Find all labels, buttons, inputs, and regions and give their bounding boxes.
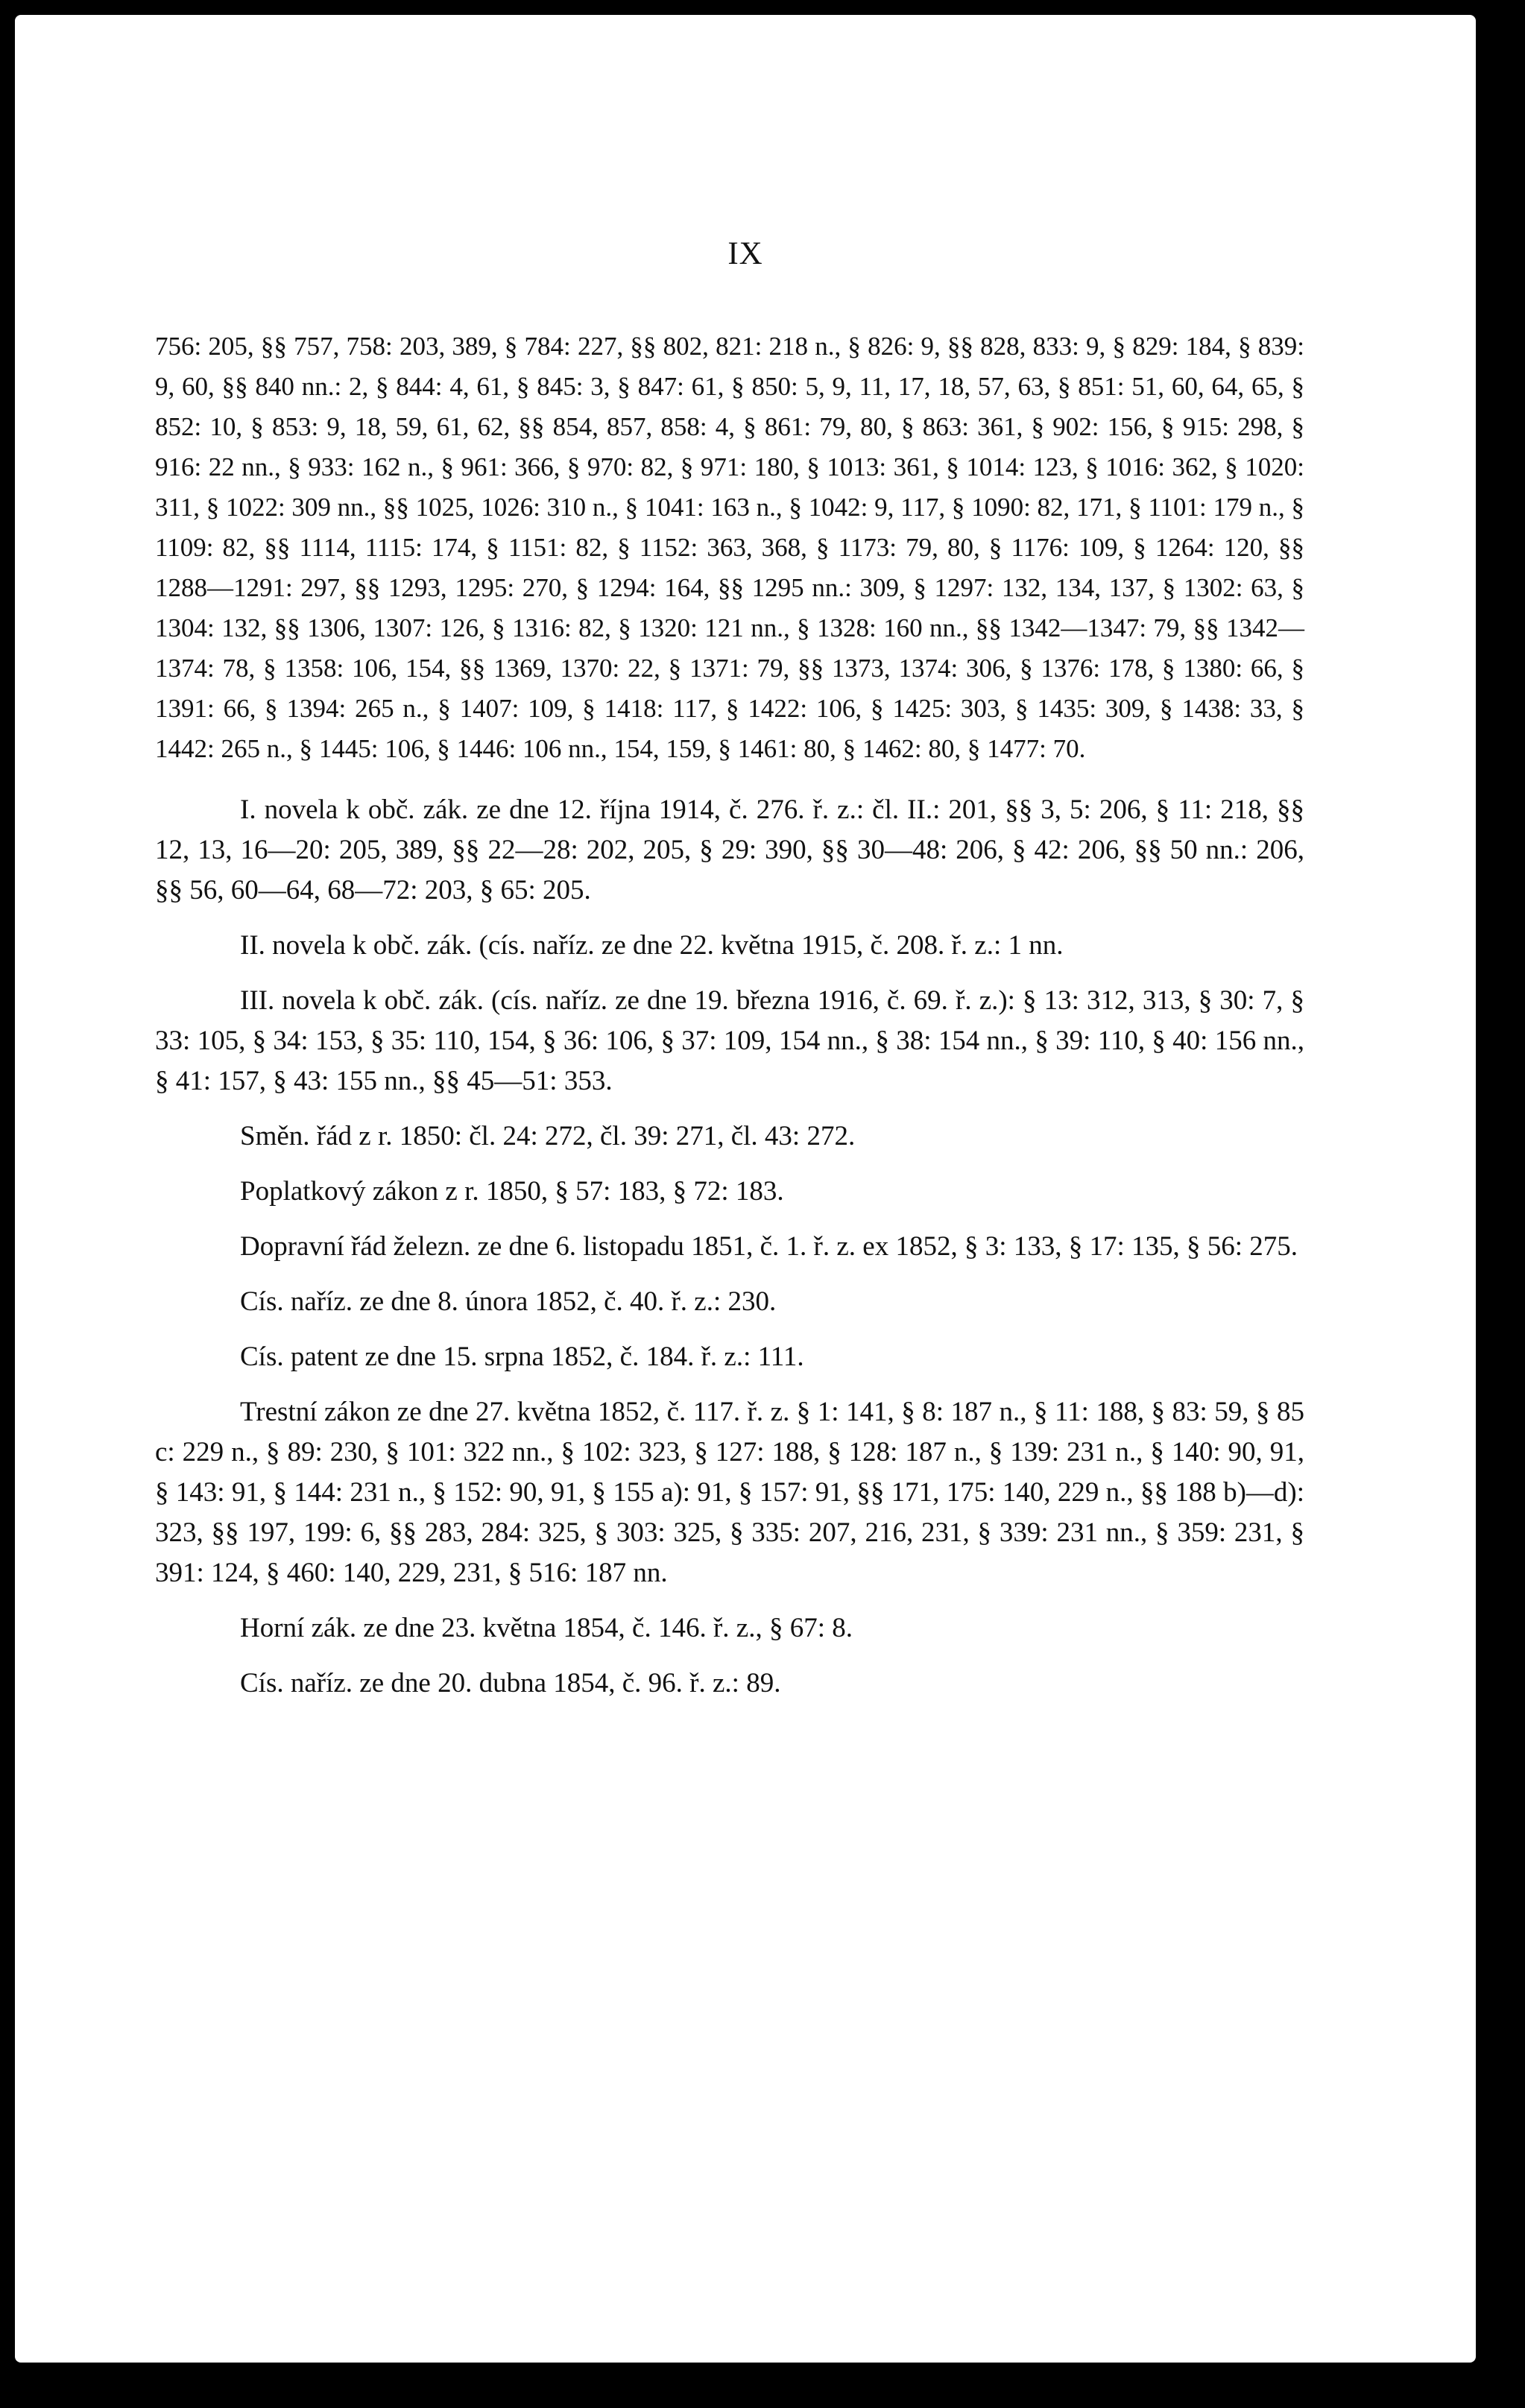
- index-paragraph: Cís. naříz. ze dne 8. února 1852, č. 40. ř. z.: 230.: [240, 1286, 777, 1317]
- index-paragraph: 756: 205, §§ 757, 758: 203, 389, § 784: 227, §§ 802, 821: 218 n., § 826: 9, §§ 828, 833: 9, § 829: 184, § 839: 9, 60, §§ 840 nn.: 2, § 844: 4, 61, § 845: 3, § 847: 61, § 850: 5, 9, 11, 17, 18, 57, 63, § 851: 51, 60, 64, 65, § 852: 10, § 853: 9, 18, 59, 61, 62, §§ 854, 857, 858: 4, § 861: 79, 80, § 863: 361, § 902: 156, § 915: 298, § 916: 22 nn., § 933: 162 n., § 961: 366, § 970: 82, § 971: 180, § 1013: 361, § 1014: 123, § 1016: 362, § 1020: 311, § 1022: 309 nn., §§ 1025, 1026: 310 n., § 1041: 163 n., § 1042: 9, 117, § 1090: 82, 171, § 1101: 179 n., § 1109: 82, §§ 1114, 1115: 174, § 1151: 82, § 1152: 363, 368, § 1173: 79, 80, § 1176: 109, § 1264: 120, §§ 1288—1291: 297, §§ 1293, 1295: 270, § 1294: 164, §§ 1295 nn.: 309, § 1297: 132, 134, 137, § 1302: 63, § 1304: 132, §§ 1306, 1307: 126, § 1316: 82, § 1320: 121 nn., § 1328: 160 nn., §§ 1342—1347: 79, §§ 1342—1374: 78, § 1358: 106, 154, §§ 1369, 1370: 22, § 1371: 79, §§ 1373, 1374: 306, § 1376: 178, § 1380: 66, § 1391: 66, § 1394: 265 n., § 1407: 109, § 1418: 117, § 1422: 106, § 1425: 303, § 1435: 309, § 1438: 33, § 1442: 265 n., § 1445: 106, § 1446: 106 nn., 154, 159, § 1461: 80, § 1462: 80, § 1477: 70.: [155, 332, 1304, 763]
- index-paragraph: Směn. řád z r. 1850: čl. 24: 272, čl. 39: 271, čl. 43: 272.: [240, 1121, 856, 1151]
- index-paragraph: Poplatkový zákon z r. 1850, § 57: 183, § 72: 183.: [240, 1176, 784, 1207]
- index-paragraph: Cís. patent ze dne 15. srpna 1852, č. 184. ř. z.: 111.: [240, 1342, 804, 1372]
- index-paragraph: Trestní zákon ze dne 27. května 1852, č. 117. ř. z. § 1: 141, § 8: 187 n., § 11: 188, § 83: 59, § 85 c: 229 n., § 89: 230, § 101: 322 nn., § 102: 323, § 127: 188, § 128: 187 n., § 139: 231 n., § 140: 90, 91, § 143: 91, § 144: 231 n., § 152: 90, 91, § 155 a): 91, § 157: 91, §§ 171, 175: 140, 229 n., §§ 188 b)—d): 323, §§ 197, 199: 6, §§ 283, 284: 325, § 303: 325, § 335: 207, 216, 231, § 339: 231 nn., § 359: 231, § 391: 124, § 460: 140, 229, 231, § 516: 187 nn.: [155, 1397, 1304, 1588]
- index-text: [155, 326, 1304, 1719]
- page-number: IX: [727, 236, 763, 271]
- book-page: [15, 15, 1476, 2363]
- index-paragraph: III. novela k obč. zák. (cís. naříz. ze dne 19. března 1916, č. 69. ř. z.): § 13: 312, 313, § 30: 7, § 33: 105, § 34: 153, § 35: 110, 154, § 36: 106, § 37: 109, 154 nn., § 38: 154 nn., § 39: 110, § 40: 156 nn., § 41: 157, § 43: 155 nn., §§ 45—51: 353.: [155, 985, 1304, 1096]
- index-paragraph: Horní zák. ze dne 23. května 1854, č. 146. ř. z., § 67: 8.: [240, 1613, 853, 1643]
- index-paragraph: I. novela k obč. zák. ze dne 12. října 1914, č. 276. ř. z.: čl. II.: 201, §§ 3, 5: 206, § 11: 218, §§ 12, 13, 16—20: 205, 389, §§ 22—28: 202, 205, § 29: 390, §§ 30—48: 206, § 42: 206, §§ 50 nn.: 206, §§ 56, 60—64, 68—72: 203, § 65: 205.: [155, 794, 1304, 906]
- index-paragraph: II. novela k obč. zák. (cís. naříz. ze dne 22. května 1915, č. 208. ř. z.: 1 nn.: [240, 930, 1064, 961]
- index-paragraph: Cís. naříz. ze dne 20. dubna 1854, č. 96. ř. z.: 89.: [240, 1668, 781, 1698]
- index-paragraph: Dopravní řád železn. ze dne 6. listopadu 1851, č. 1. ř. z. ex 1852, § 3: 133, § 17: 135, § 56: 275.: [240, 1231, 1298, 1262]
